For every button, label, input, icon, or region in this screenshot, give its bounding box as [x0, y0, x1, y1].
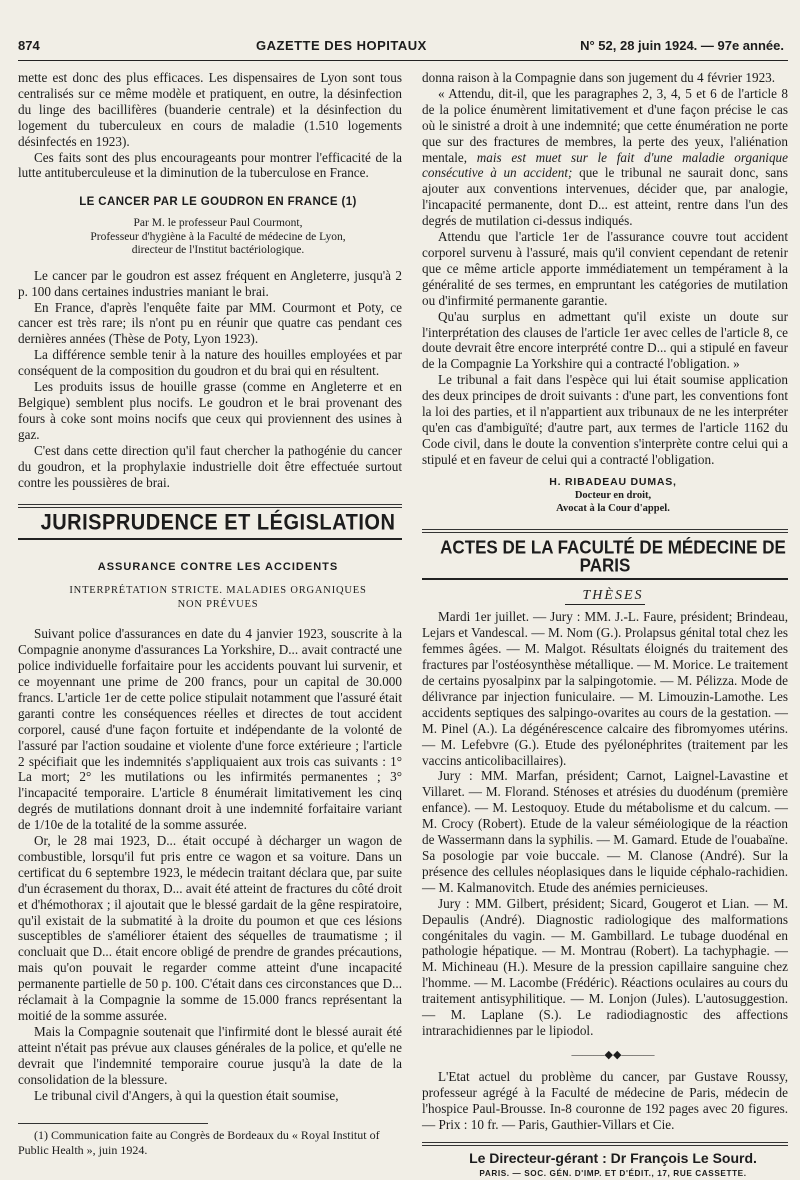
cancer-paragraph-3: La différence semble tenir à la nature des houilles employées et par conséquent de la composition du goudron et du brai qui en résultent. — [18, 347, 402, 379]
actes-title: ACTES DE LA FACULTÉ DE MÉDECINE DE PARIS — [440, 536, 786, 576]
theses-paragraph-3: Jury : MM. Gilbert, président; Sicard, Gougerot et Lian. — M. Depaulis (André). Diagnostic radiologique des malformations congénitales du vagin. — M. Gambillard. Le tubage duodénal en pathologie hépatique. — M. Montrau (Robert). La tachyphagie. — M. Michineau (H.). Mesure de la pression capillaire sanguine chez l'homme. — M. Lacombe (Frédéric). Réactions oculaires au cours du traitement antisyphilitique. — M. Lonjon (Jules). L'autosuggestion. — M. Laplane (S.). Le radiodiagnostic des affections intrarachidiennes par le lipiodol. — [422, 895, 788, 1038]
cancer-article-author: Par M. le professeur Paul Courmont, — [133, 217, 303, 230]
judgment-paragraph-1: donna raison à la Compagnie dans son jugement du 4 février 1923. — [422, 70, 776, 85]
theses-paragraph-1: Mardi 1er juillet. — Jury : MM. J.-L. Faure, président; Brindeau, Lejars et Vandescal. — M. Nom (G.). Prolapsus génital total chez les femmes âgées. — M. Malgot. Résultats éloignés du traitement des fractures par l'ostéosynthèse métallique. — M. Morice. Le traitement de certains pyosalpinx par la salpingotomie. — M. Pélizza. Mode de délivrance par injection funiculaire. — M. Limouzin-Lamothe. Les accidents septiques des salpingo-ovarites au cours de la gestation. — M. Pinel (A.). La dégénérescence calcaire des fibromyomes utérins. — M. Lefebvre (G.). Etude des pyélonéphrites (traitement par les vaccins anticolibacillaires). — [422, 609, 788, 768]
assurance-paragraph-1: Suivant police d'assurances en date du 4 janvier 1923, souscrite à la Compagnie anonyme d'assurances La Yorkshire, D... avait contracté une police individuelle forfaitaire pour les accidents pouvant lui survenir, et ce moyennant une prime de 200 francs, pour un capital de 30.000 francs. L'article 1er de cette police stipulait notamment que l'assuré était garanti contre les conséquences réelles et directes de tout accident corporel, causé d'une façon fortuite et indépendante de la volonté de l'assuré par l'action soudaine et violente d'une force extérieure ; l'article 2 spécifiait que les indemnités s'appliquaient aux trois cas suivants : 1° La mort; 2° les mutilations ou les infirmités permanentes ; 3° l'incapacité temporaire. L'article 8 énumérait limitativement les cinq degrés de mutilations donnant droit à une indemnité forfaitaire variant de 1/10e de la totalité de la somme assurée. — [18, 626, 402, 833]
intro-paragraph-2: Ces faits sont des plus encourageants pour montrer l'efficacité de la lutte antituberculeuse et la diminution de la tuberculose en France. — [18, 149, 402, 181]
judgment-quote-start: « Attendu, dit-il, que les paragraphes 2, 3, 4, 5 et 6 de l'article 8 de la police énumèrent limitativement et d'une façon précise le cas où le sinistré a droit à une indemnité; que cette énumération ne porte que sur des fractures de membres, la perte des yeux, l'aliénation mentale, — [422, 85, 788, 165]
assurance-paragraph-2: Or, le 28 mai 1923, D... était occupé à décharger un wagon de combustible, lorsqu'il fut pris entre ce wagon et sa voiture. Dans un certificat du 6 septembre 1923, le médecin traitant déclara que, par suite d'un écrasement du thorax, D... avait été atteint de fractures du côté droit et d'hémothorax ; il ajoutait que le blessé gardait de la gêne respiratoire, qu'il existait de la submatité à la droite du poumon et que ces lésions susceptibles de s'améliorer étaient des séquelles de traumatisme ; il concluait que D... était encore obligé de prendre de grandes précautions, mais qu'on pouvait le regarder comme atteint d'une incapacité permanente partielle de 50 p. 100. C'était dans ces circonstances que D... réclamait à la Compagnie la somme de 15.000 francs représentant la moitié de la somme assurée. — [18, 833, 402, 1023]
intro-paragraph: mette est donc des plus efficaces. Les dispensaires de Lyon sont tous centralisés sur ce même modèle et pratiquent, en outre, la désinfection du linge des bacillifères (buanderie centrale) et la désinfection du logement du tuberculeux en cours de maladie (1.510 logements désinfectés en 1923). — [18, 70, 402, 149]
footer-director: Le Directeur-gérant : Dr François Le Sourd. — [469, 1150, 757, 1167]
judgment-quote-end: que le tribunal ne saurait donc, sans ajouter aux conventions intervenues, décider que, par analogie, l'incapacité permanente, dont D... est atteint, rentre dans l'un des degrés de mutilation ci-dessus indiqués. — [422, 165, 788, 229]
assurance-paragraph-3: Mais la Compagnie soutenait que l'infirmité dont le blessé aurait été atteint n'était pas prévue aux clauses générales de la police, et qu'elle ne devrait que l'indemnité temporaire courue jusqu'à la date de la consolidation de la blessure. — [18, 1023, 402, 1087]
judgment-paragraph-2 — [422, 86, 788, 229]
judgment-paragraph-4: Qu'au surplus en admettant qu'il existe un doute sur l'interprétation des clauses de l'article 1er avec celles de l'article 8, ce doute devrait être encore interprété contre D... qui a stipulé en faveur de la Compagnie La Yorkshire qui a contracté l'obligation. » — [422, 308, 788, 372]
signature-name-text: H. RIBADEAU DUMAS, — [549, 475, 677, 488]
book-notice: L'Etat actuel du problème du cancer, par Gustave Roussy, professeur agrégé à la Faculté de médecine de Paris, médecin de l'hospice Paul-Brousse. In-8 couronne de 192 pages avec 20 figures. — Prix : 10 fr. — Paris, Gauthier-Villars et Cie. — [422, 1068, 788, 1132]
cancer-article-affiliation: Professeur d'hygiène à la Faculté de médecine de Lyon, — [90, 230, 346, 243]
page-number: 874 — [18, 38, 40, 53]
jurisprudence-title: JURISPRUDENCE ET LÉGISLATION — [40, 511, 396, 536]
assurance-title: ASSURANCE CONTRE LES ACCIDENTS — [97, 561, 339, 574]
cancer-paragraph-5: C'est dans cette direction qu'il faut chercher la pathogénie du cancer du goudron, et la prophylaxie industrielle doit être effectuée surtout contre les poussières de brai. — [18, 442, 402, 490]
cancer-article-affiliation-2: directeur de l'Institut bactériologique. — [131, 244, 305, 257]
journal-title: GAZETTE DES HOPITAUX — [256, 38, 427, 53]
footer-printer: PARIS. — SOC. GÉN. D'IMP. ET D'ÉDIT., 17, RUE CASSETTE. — [479, 1169, 747, 1179]
cancer-paragraph-4: Les produits issus de houille grasse (comme en Angleterre et en Belgique) semblent plus nocifs. Le goudron et le brai provenant des fours à coke sont moins nocifs que ceux qui proviennent des usines à gaz. — [18, 379, 402, 442]
assurance-paragraph-4: Le tribunal civil d'Angers, à qui la question était soumise, — [34, 1087, 339, 1103]
cancer-paragraph-2: En France, d'après l'enquête faite par MM. Courmont et Poty, ce cancer est très rare; ils n'ont pu en réunir que quatre cas pendant ces dernières années (Thèse de Poty, Lyon 1923). — [18, 299, 402, 347]
ornament-divider: ———◆◆——— — [571, 1048, 655, 1061]
signature-title-2: Avocat à la Cour d'appel. — [556, 502, 670, 514]
assurance-subtitle-2: NON PRÉVUES — [177, 599, 259, 611]
theses-title: THÈSES — [582, 588, 644, 604]
judgment-paragraph-5: Le tribunal a fait dans l'espèce qui lui était soumise application des deux principes de droit suivants : d'une part, les conventions font la loi des parties, et il n'appartient aux tribunaux de ne les interpréter qu'en cas d'ambiguïté; d'autre part, aux termes de l'article 1162 du Code civil, dans le doute la convention s'interprète contre celui qui a stipulé et en faveur de celui qui a contracté l'obligation. — [422, 372, 788, 467]
theses-paragraph-2: Jury : MM. Marfan, président; Carnot, Laignel-Lavastine et Villaret. — M. Florand. Sténoses et atrésies du duodénum (première enfance). — M. Lestoquoy. Etude du métabolisme et du calcum. — M. Crocy (Robert). Etude de la valeur séméiologique de la réaction de Wassermann dans la syphilis. — M. Gamard. Etude de l'ouabaïne. Sa posologie par voie buccale. — M. Clanose (André). Sur la présence des cellules néoplasiques dans le liquide céphalo-rachidien. — M. Kalmanovitch. Etude des anémies pernicieuses. — [422, 768, 788, 895]
issue-info: N° 52, 28 juin 1924. — 97e année. — [580, 38, 784, 53]
header-rule — [18, 60, 788, 61]
judgment-quote-italic: mais est muet sur le fait d'une maladie organique consécutive à un accident; — [422, 149, 788, 181]
cancer-paragraph-1: Le cancer par le goudron est assez fréquent en Angleterre, jusqu'à 2 p. 100 dans certaines industries maniant le brai. — [18, 267, 402, 299]
signature-name — [422, 476, 788, 489]
assurance-subtitle: INTERPRÉTATION STRICTE. MALADIES ORGANIQUES — [69, 585, 367, 597]
signature-title: Docteur en droit, — [574, 489, 652, 501]
footnote: (1) Communication faite au Congrès de Bordeaux du « Royal Institut of Public Health », juin 1924. — [18, 1128, 380, 1157]
page-header — [18, 36, 788, 58]
left-column — [18, 70, 402, 1157]
right-column — [422, 70, 788, 1179]
judgment-paragraph-3: Attendu que l'article 1er de l'assurance couvre tout accident corporel survenu à l'assuré, mais qu'il convient cependant de retenir que ce même article apporte immédiatement un tempérament à la généralité de ses termes, en empruntant les catégories de mutilation ou d'infirmité permanente garantie. — [422, 229, 788, 308]
cancer-article-title: LE CANCER PAR LE GOUDRON EN FRANCE (1) — [79, 196, 357, 209]
